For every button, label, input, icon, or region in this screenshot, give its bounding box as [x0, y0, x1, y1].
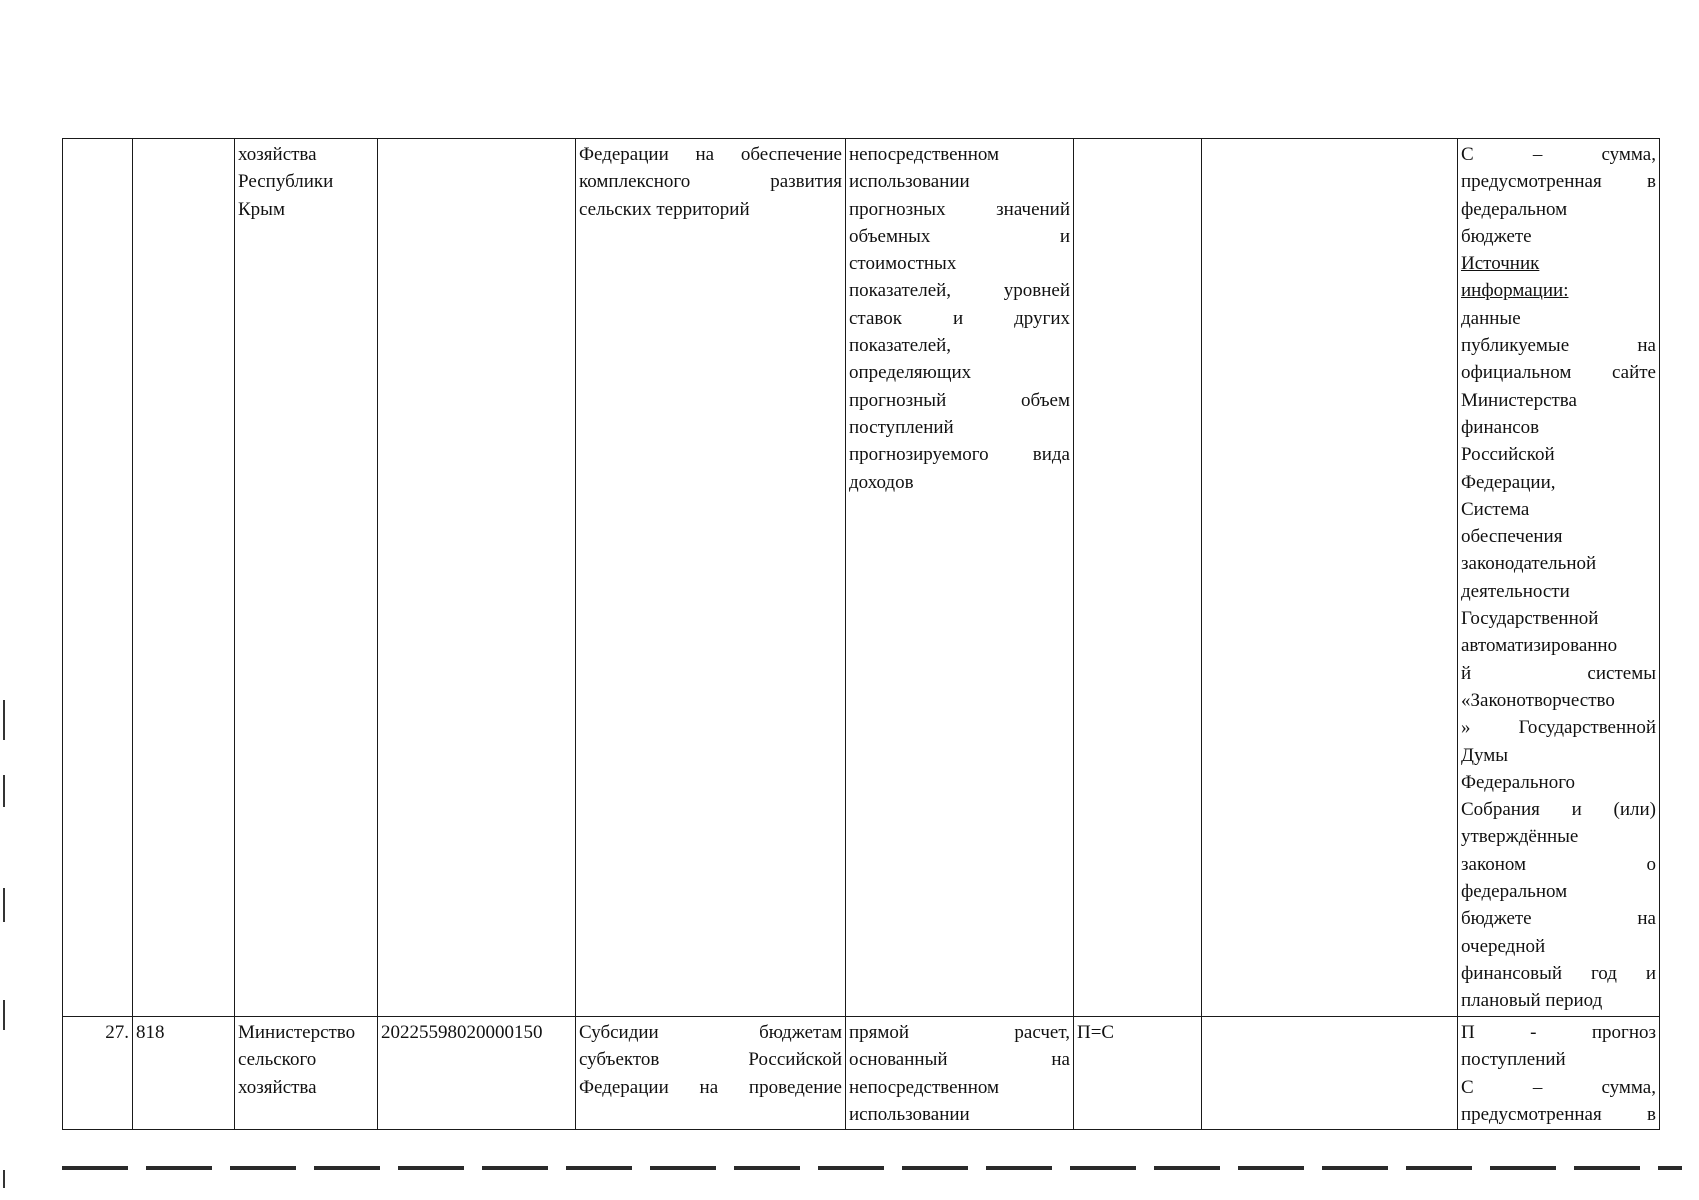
text-line: ставок и других	[849, 307, 1070, 329]
text-line: прогнозируемого вида	[849, 444, 1070, 466]
text-line: данные	[1461, 307, 1521, 329]
text-line: деятельности	[1461, 580, 1570, 602]
text-line: очередной	[1461, 935, 1546, 957]
text-line: законом о	[1461, 853, 1656, 875]
text-line: доходов	[849, 471, 914, 493]
cell-revenue-name	[576, 1017, 846, 1130]
text-line: федеральном	[1461, 198, 1568, 220]
text-line: Государственной	[1461, 608, 1599, 630]
text-line: Федерального	[1461, 771, 1576, 793]
scan-edge-mark	[3, 700, 5, 740]
text-line: непосредственном	[849, 144, 1000, 165]
text-line: показателей,	[849, 335, 952, 357]
text-line: » Государственной	[1461, 717, 1656, 739]
text-line: Субсидии бюджетам	[579, 1022, 842, 1043]
cell-formula-empty	[1074, 139, 1202, 1017]
text-line: субъектов Российской	[579, 1049, 842, 1071]
scan-dash-line	[62, 1166, 1682, 1170]
text-line: использовании	[849, 1103, 970, 1125]
text-line: й системы	[1461, 662, 1656, 684]
source-label: информации:	[1461, 280, 1569, 302]
cell-forecast-method	[846, 1017, 1074, 1130]
text-line: прогнозных значений	[849, 198, 1070, 220]
text-line: поступлений	[1461, 1049, 1566, 1071]
scan-edge-mark	[3, 775, 5, 807]
text-line: поступлений	[849, 416, 954, 438]
text-line: использовании	[849, 171, 970, 193]
cell-code-empty	[133, 139, 235, 1017]
text-line: хозяйства	[238, 1076, 317, 1098]
text-line: С – сумма,	[1461, 144, 1656, 165]
table-row	[63, 139, 1660, 1017]
text-line: предусмотренная в	[1461, 1103, 1656, 1125]
text-line: автоматизированно	[1461, 635, 1618, 657]
text-line: обеспечения	[1461, 526, 1563, 548]
cell-row-number: 27.	[63, 1017, 133, 1130]
text-line: объемных и	[849, 225, 1070, 247]
text-line: Система	[1461, 498, 1530, 520]
cell-kbk-empty	[378, 139, 576, 1017]
text-line: сельских территорий	[579, 198, 750, 220]
cell-empty	[1202, 1017, 1458, 1130]
cell-formula-description	[1458, 1017, 1660, 1130]
text-line: стоимостных	[849, 253, 957, 275]
cell-revenue-name	[576, 139, 846, 1017]
text-line: плановый период	[1461, 990, 1603, 1012]
text-line: хозяйства	[238, 144, 317, 165]
text-line: предусмотренная в	[1461, 171, 1656, 193]
text-line: комплексного развития	[579, 171, 842, 193]
cell-forecast-method	[846, 139, 1074, 1017]
text-line: бюджете на	[1461, 908, 1656, 930]
text-line: публикуемые на	[1461, 335, 1656, 357]
text-line: прогнозный объем	[849, 389, 1070, 411]
text-line: официальном сайте	[1461, 362, 1656, 384]
cell-empty	[1202, 139, 1458, 1017]
text-line: Федерации на обеспечение	[579, 144, 842, 165]
text-line: определяющих	[849, 362, 972, 384]
cell-formula-description	[1458, 139, 1660, 1017]
text-line: Министерство	[238, 1022, 356, 1043]
text-line: Российской	[1461, 444, 1555, 466]
text-line: сельского	[238, 1049, 317, 1071]
text-line: П - прогноз	[1461, 1022, 1656, 1043]
revenue-forecast-table	[62, 138, 1660, 1130]
cell-administrator	[235, 1017, 378, 1130]
text-line: финансов	[1461, 416, 1540, 438]
text-line: С – сумма,	[1461, 1076, 1656, 1098]
cell-kbk: 20225598020000150	[378, 1017, 576, 1130]
text-line: прямой расчет,	[849, 1022, 1070, 1043]
text-line: Крым	[238, 198, 285, 220]
text-line: Собрания и (или)	[1461, 799, 1656, 821]
source-label: Источник	[1461, 253, 1540, 275]
document-page	[62, 138, 1659, 1135]
text-line: Республики	[238, 171, 334, 193]
scan-edge-mark	[3, 888, 5, 922]
text-line: «Законотворчество	[1461, 689, 1615, 711]
text-line: Думы	[1461, 744, 1508, 766]
text-line: законодательной	[1461, 553, 1597, 575]
cell-number-empty	[63, 139, 133, 1017]
cell-formula: П=С	[1074, 1017, 1202, 1130]
cell-administrator	[235, 139, 378, 1017]
text-line: утверждённые	[1461, 826, 1579, 848]
text-line: Федерации,	[1461, 471, 1556, 493]
text-line: федеральном	[1461, 881, 1568, 903]
scan-edge-mark	[3, 1000, 5, 1030]
text-line: показателей, уровней	[849, 280, 1070, 302]
cell-admin-code: 818	[133, 1017, 235, 1130]
text-line: бюджете	[1461, 225, 1532, 247]
text-line: Федерации на проведение	[579, 1076, 842, 1098]
text-line: непосредственном	[849, 1076, 1000, 1098]
text-line: основанный на	[849, 1049, 1070, 1071]
scan-edge-mark	[3, 1170, 5, 1188]
table-row	[63, 1017, 1660, 1130]
text-line: Министерства	[1461, 389, 1577, 411]
text-line: финансовый год и	[1461, 962, 1656, 984]
